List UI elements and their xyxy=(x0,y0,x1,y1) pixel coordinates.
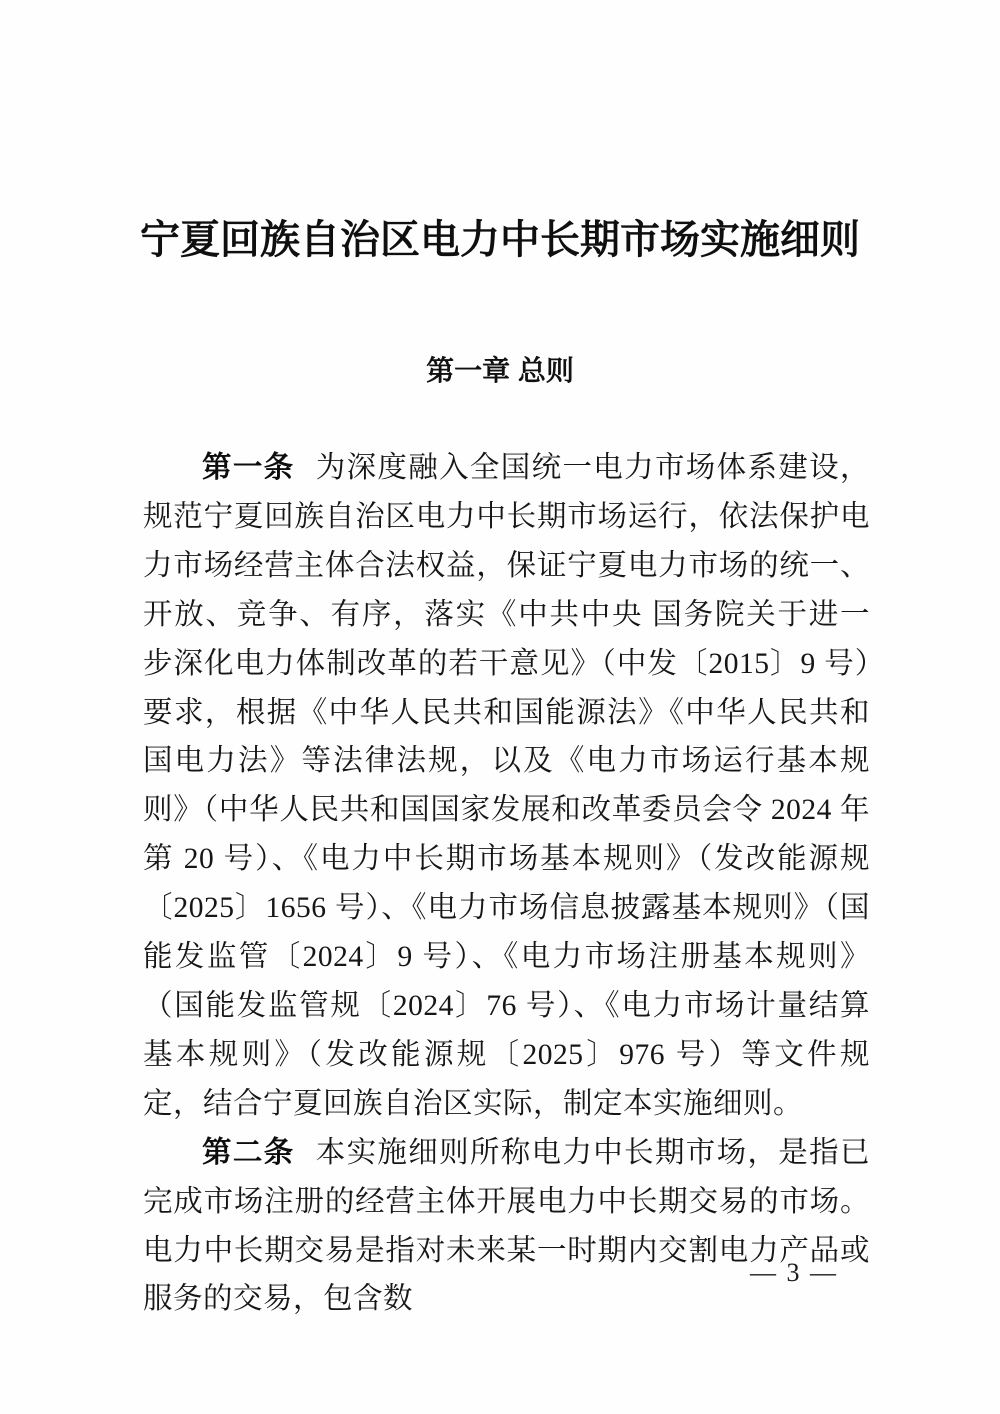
page-number: — 3 — xyxy=(750,1258,838,1287)
document-title: 宁夏回族自治区电力中长期市场实施细则 xyxy=(140,217,860,262)
article-2-text: 本实施细则所称电力中长期市场，是指已完成市场注册的经营主体开展电力中长期交易的市场。电力中长期交易是指对未来某一时期内交割电力产品或服务的交易，包含数 xyxy=(143,1136,870,1316)
paragraph-article-1 xyxy=(143,444,870,1129)
article-2-label: 第二条 xyxy=(202,1135,295,1169)
article-1-label: 第一条 xyxy=(202,451,295,484)
paragraph-article-2 xyxy=(143,1129,870,1325)
chapter-heading: 第一章 总则 xyxy=(426,355,574,386)
article-1-text: 为深度融入全国统一电力市场体系建设，规范宁夏回族自治区电力中长期市场运行，依法保护电力市场经营主体合法权益，保证宁夏电力市场的统一、开放、竞争、有序，落实《中共中央 国务院关于进一步深化电力体制改革的若干意见》（中发〔2015〕9 号）要求，根据《中华人民共和国能源法》《中华人民共和国电力法》等法律法规，以及《电力市场运行基本规则》（中华人民共和国国家发展和改革委员会令 2024 年第 20 号）、《电力中长期市场基本规则》（发改能源规〔2025〕1656 号）、《电力市场信息披露基本规则》（国能发监管〔2024〕9 号）、《电力市场注册基本规则》（国能发监管规〔2024〕76 号）、《电力市场计量结算基本规则》（发改能源规〔2025〕976 号）等文件规定，结合宁夏回族自治区实际，制定本实施细则。 xyxy=(143,452,870,1120)
document-body xyxy=(143,444,870,1324)
